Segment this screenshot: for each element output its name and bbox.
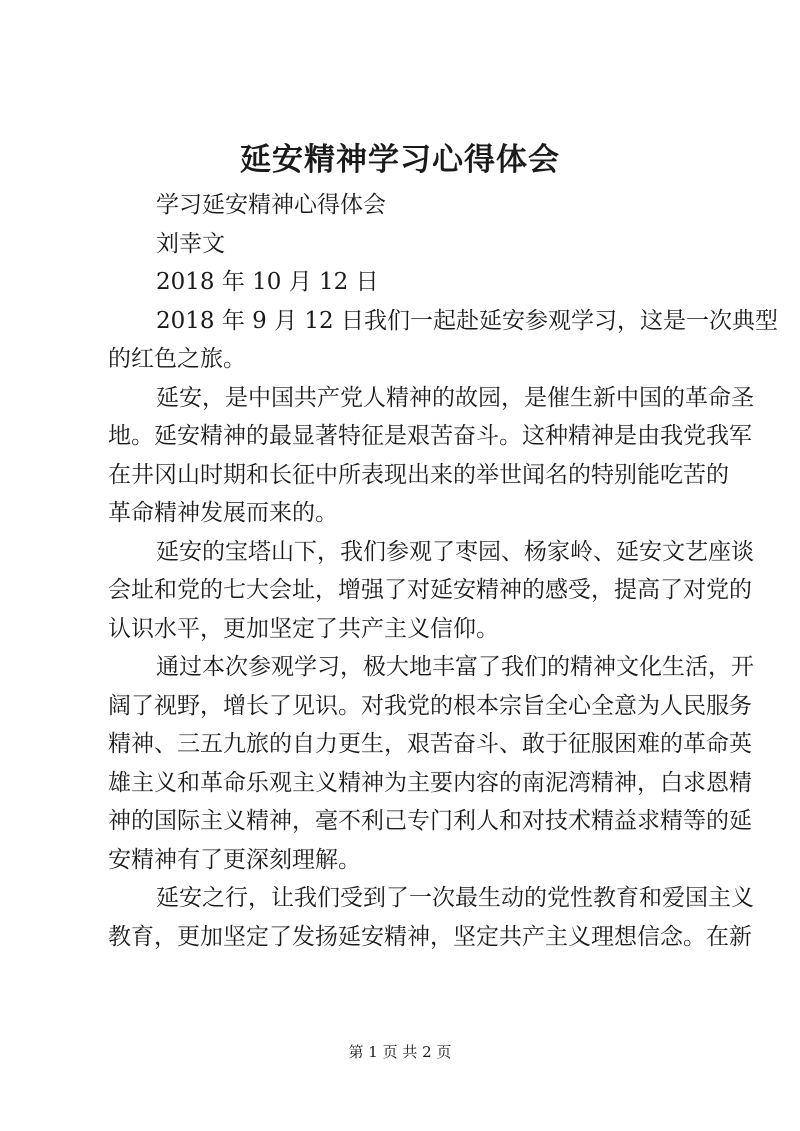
paragraph-line: 刘幸文 bbox=[156, 230, 225, 257]
document-title: 延安精神学习心得体会 bbox=[240, 142, 560, 178]
paragraph-line: 2018 年 10 月 12 日 bbox=[156, 269, 379, 295]
paragraph-line: 安精神有了更深刻理解。 bbox=[108, 846, 361, 873]
paragraph-line: 延安之行，让我们受到了一次最生动的党性教育和爱国主义 bbox=[156, 885, 754, 911]
paragraph-line: 通过本次参观学习，极大地丰富了我们的精神文化生活，开 bbox=[156, 654, 754, 680]
paragraph-line: 神的国际主义精神，毫不利己专门利人和对技术精益求精等的延 bbox=[108, 808, 752, 834]
paragraph-line: 延安，是中国共产党人精神的故园，是催生新中国的革命圣 bbox=[156, 384, 754, 411]
paragraph-line: 教育，更加坚定了发扬延安精神，坚定共产主义理想信念。在新 bbox=[108, 923, 752, 950]
paragraph-line: 2018 年 9 月 12 日我们一起赴延安参观学习，这是一次典型 bbox=[156, 307, 778, 334]
paragraph-line: 认识水平，更加坚定了共产主义信仰。 bbox=[108, 615, 499, 642]
paragraph-line: 在井冈山时期和长征中所表现出来的举世闻名的特别能吃苦的 bbox=[108, 461, 729, 488]
paragraph-line: 学习延安精神心得体会 bbox=[156, 192, 386, 218]
paragraph-line: 阔了视野，增长了见识。对我党的根本宗旨全心全意为人民服务 bbox=[108, 692, 752, 719]
paragraph-line: 革命精神发展而来的。 bbox=[108, 500, 338, 526]
paragraph-line: 雄主义和革命乐观主义精神为主要内容的南泥湾精神，白求恩精 bbox=[108, 769, 752, 796]
paragraph-line: 会址和党的七大会址，增强了对延安精神的感受，提高了对党的 bbox=[108, 577, 752, 603]
paragraph-line: 延安的宝塔山下，我们参观了枣园、杨家岭、延安文艺座谈 bbox=[156, 538, 754, 565]
page-footer: 第 1 页 共 2 页 bbox=[348, 1043, 452, 1061]
document-body bbox=[108, 186, 778, 956]
paragraph-line: 地。延安精神的最显著特征是艰苦奋斗。这种精神是由我党我军 bbox=[108, 423, 752, 449]
paragraph-line: 的红色之旅。 bbox=[108, 346, 246, 372]
paragraph-line: 精神、三五九旅的自力更生，艰苦奋斗、敢于征服困难的革命英 bbox=[108, 731, 752, 757]
